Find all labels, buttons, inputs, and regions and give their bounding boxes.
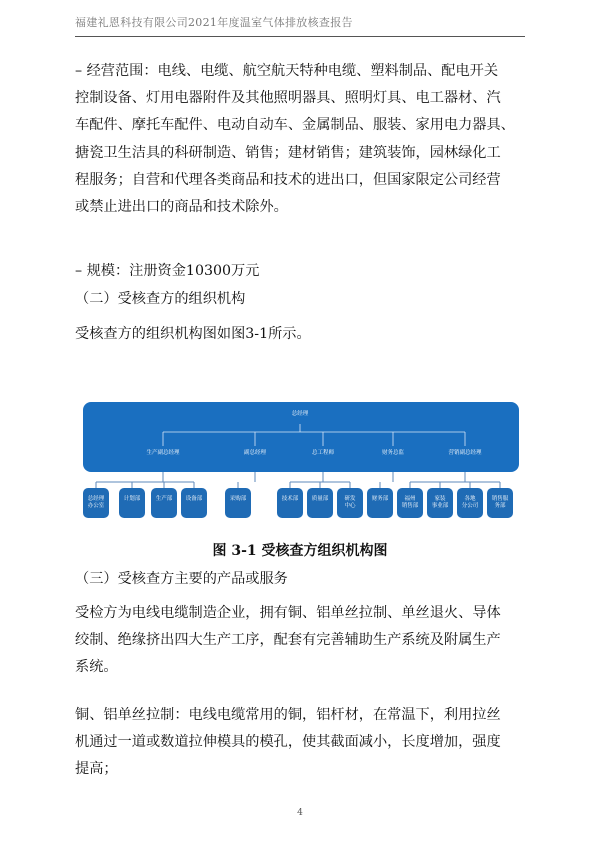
- org-leaf-label: 研发 中心: [344, 496, 356, 509]
- paragraph-products-intro: [75, 600, 525, 682]
- org-leaf-label: 质量部: [311, 496, 329, 502]
- text-line: 提高；: [75, 761, 118, 778]
- org-leaf-label: 家装 事业部: [431, 496, 449, 509]
- org-leaf-label: 各地 分公司: [461, 496, 479, 509]
- text-line: 搪瓷卫生洁具的科研制造、销售；建材销售；建筑装饰，园林绿化工: [75, 144, 501, 161]
- header-divider: [75, 36, 525, 37]
- page-number: 4: [297, 808, 303, 818]
- paragraph-products-heading: [75, 566, 525, 593]
- text-line: 程服务；自营和代理各类商品和技术的进出口，但国家限定公司经营: [75, 171, 501, 188]
- org-leaf-label: 财务部: [371, 496, 389, 502]
- org-leaf-label: 设备部: [185, 496, 203, 502]
- org-leaf-label: 采购部: [229, 496, 247, 502]
- paragraph-wire-drawing: [75, 702, 525, 784]
- org-mid-label: 副总经理: [243, 450, 266, 456]
- text-line: – 经营范围：电线、电缆、航空航天特种电缆、塑料制品、配电开关: [75, 63, 499, 79]
- paragraph-org-heading: [75, 286, 525, 313]
- text-line: – 规模：注册资金10300万元: [75, 263, 260, 279]
- org-leaf-label: 生产部: [155, 496, 173, 502]
- paragraph-org-intro: [75, 321, 525, 348]
- org-mid-label: 生产副总经理: [146, 450, 180, 456]
- org-leaf-box: [181, 488, 207, 518]
- text-line: 或禁止进出口的商品和技术除外。: [75, 199, 288, 216]
- org-leaf-label: 技术部: [281, 496, 299, 502]
- org-leaf-box: [119, 488, 145, 518]
- org-leaf-box: [225, 488, 251, 518]
- text-line: 机通过一道或数道拉伸模具的模孔，使其截面减小，长度增加，强度: [75, 734, 501, 751]
- text-line: 绞制、绝缘挤出四大生产工序，配套有完善辅助生产系统及附属生产: [75, 632, 501, 649]
- org-leaf-label: 销售服 务部: [491, 496, 509, 509]
- paragraph-scope: [75, 58, 525, 221]
- org-leaf-label: 福州 销售部: [401, 496, 419, 509]
- org-chart: [75, 398, 525, 528]
- org-top-label: 总经理: [291, 411, 309, 417]
- org-mid-label: 总工程师: [311, 450, 334, 456]
- org-leaf-box: [367, 488, 393, 518]
- text-line: 受核查方的组织机构图如图3-1所示。: [75, 326, 311, 342]
- org-leaf-box: [277, 488, 303, 518]
- text-line: 铜、铝单丝拉制：电线电缆常用的铜，铝杆材，在常温下，利用拉丝: [75, 707, 501, 723]
- text-line: （三）受核查方主要的产品或服务: [75, 571, 288, 587]
- report-header: 福建礼恩科技有限公司2021年度温室气体排放核查报告: [75, 16, 353, 29]
- text-line: 车配件、摩托车配件、电动自动车、金属制品、服装、家用电力器具、: [75, 117, 515, 134]
- org-leaf-label: 计划部: [123, 496, 141, 502]
- org-mid-label: 营销副总经理: [448, 450, 482, 456]
- org-leaf-box: [307, 488, 333, 518]
- org-mid-label: 财务总监: [381, 450, 404, 456]
- org-leaf-box: [151, 488, 177, 518]
- org-leaf-label: 总经理 办公室: [87, 496, 105, 509]
- text-line: 系统。: [75, 659, 118, 676]
- paragraph-scale: [75, 258, 525, 285]
- text-line: 受检方为电线电缆制造企业，拥有铜、铝单丝拉制、单丝退火、导体: [75, 605, 501, 621]
- figure-caption: 图 3-1 受核查方组织机构图: [212, 543, 388, 559]
- text-line: 控制设备、灯用电器附件及其他照明器具、照明灯具、电工器材、汽: [75, 90, 501, 107]
- text-line: （二）受核查方的组织机构: [75, 291, 246, 307]
